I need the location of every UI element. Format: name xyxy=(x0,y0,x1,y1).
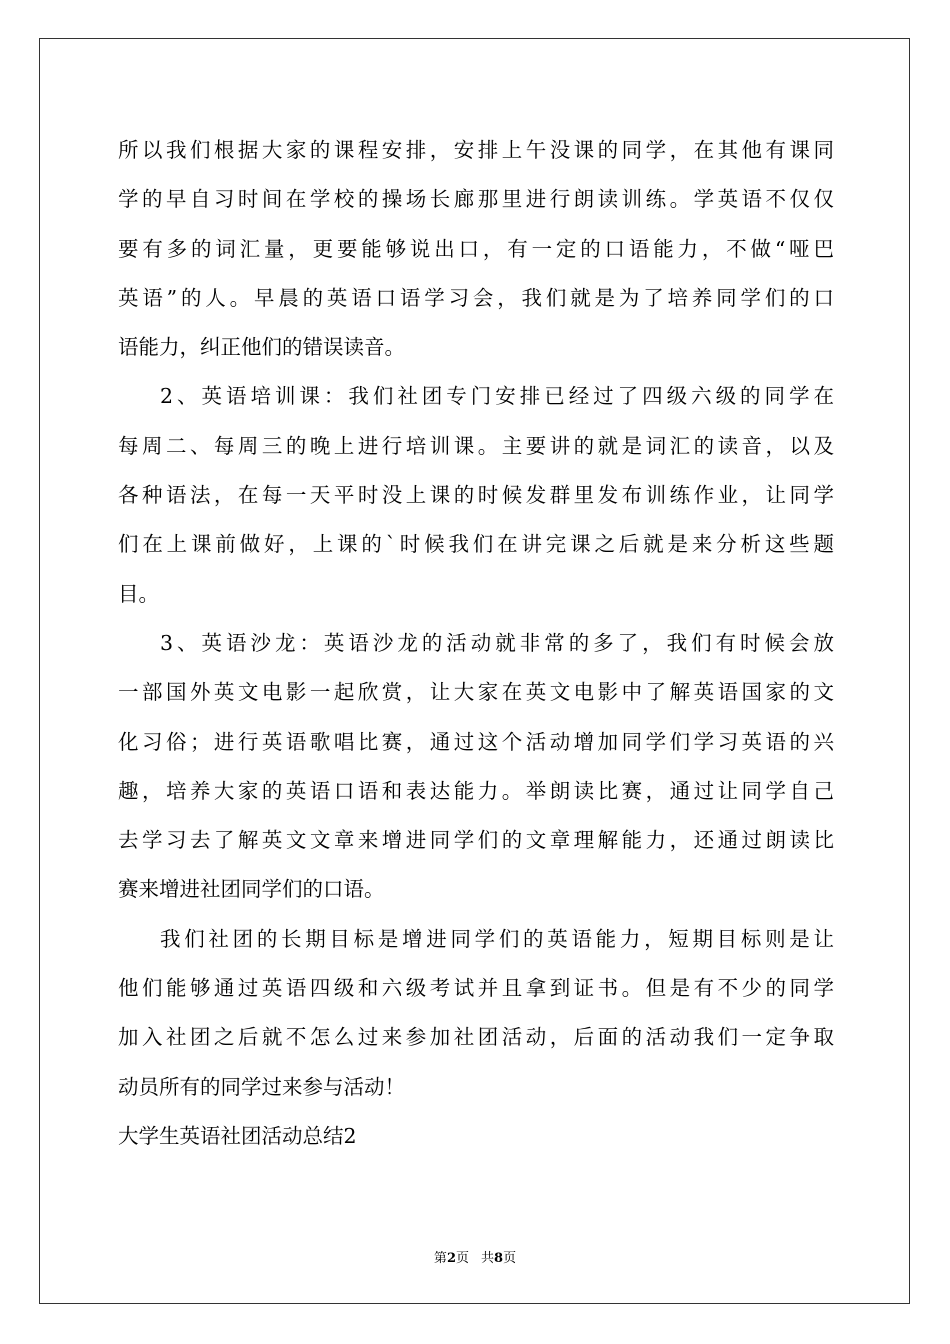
text-line: 3、英语沙龙：英语沙龙的活动就非常的多了，我们有时候会放 xyxy=(160,630,834,655)
footer-page-number: 2 xyxy=(446,1251,456,1266)
footer-prefix: 第 xyxy=(433,1251,447,1266)
footer-total-pages: 8 xyxy=(494,1251,504,1266)
footer-total-prefix: 共 xyxy=(481,1251,495,1266)
text-line: 去学习去了解英文文章来增进同学们的文章理解能力，还通过朗读比 xyxy=(118,828,834,853)
paragraph-1 xyxy=(118,126,834,372)
text-line: 各种语法，在每一天平时没上课的时候发群里发布训练作业，让同学 xyxy=(118,483,834,508)
text-line: 我们社团的长期目标是增进同学们的英语能力，短期目标则是让 xyxy=(160,926,834,951)
text-line: 要有多的词汇量，更要能够说出口，有一定的口语能力，不做“哑巴 xyxy=(118,236,834,261)
section-heading: 大学生英语社团活动总结2 xyxy=(118,1123,357,1148)
text-line: 动员所有的同学过来参与活动！ xyxy=(118,1074,405,1099)
document-body xyxy=(118,126,834,1161)
text-line: 学的早自习时间在学校的操场长廊那里进行朗读训练。学英语不仅仅 xyxy=(118,187,834,212)
text-line: 所以我们根据大家的课程安排，安排上午没课的同学，在其他有课同 xyxy=(118,138,834,162)
text-line: 目。 xyxy=(118,581,159,606)
text-line: 每周二、每周三的晚上进行培训课。主要讲的就是词汇的读音，以及 xyxy=(118,433,834,458)
text-line: 化习俗；进行英语歌唱比赛，通过这个活动增加同学们学习英语的兴 xyxy=(118,729,834,754)
text-line: 们在上课前做好，上课的`时候我们在讲完课之后就是来分析这些题 xyxy=(118,532,834,557)
text-line: 他们能够通过英语四级和六级考试并且拿到证书。但是有不少的同学 xyxy=(118,976,834,1001)
footer-page-suffix: 页 xyxy=(455,1251,469,1266)
footer-total-suffix: 页 xyxy=(503,1251,517,1266)
text-line: 加入社团之后就不怎么过来参加社团活动，后面的活动我们一定争取 xyxy=(118,1025,834,1050)
paragraph-2 xyxy=(118,372,834,618)
paragraph-4 xyxy=(118,915,834,1112)
text-line: 2、英语培训课：我们社团专门安排已经过了四级六级的同学在 xyxy=(160,384,834,409)
paragraph-3 xyxy=(118,619,834,915)
text-line: 赛来增进社团同学们的口语。 xyxy=(118,877,385,902)
text-line: 英语”的人。早晨的英语口语学习会，我们就是为了培养同学们的口 xyxy=(118,285,834,310)
text-line: 语能力，纠正他们的错误读音。 xyxy=(118,335,405,360)
text-line: 一部国外英文电影一起欣赏，让大家在英文电影中了解英语国家的文 xyxy=(118,680,834,705)
page-footer xyxy=(0,1247,950,1266)
text-line: 趣，培养大家的英语口语和表达能力。举朗读比赛，通过让同学自己 xyxy=(118,778,834,803)
